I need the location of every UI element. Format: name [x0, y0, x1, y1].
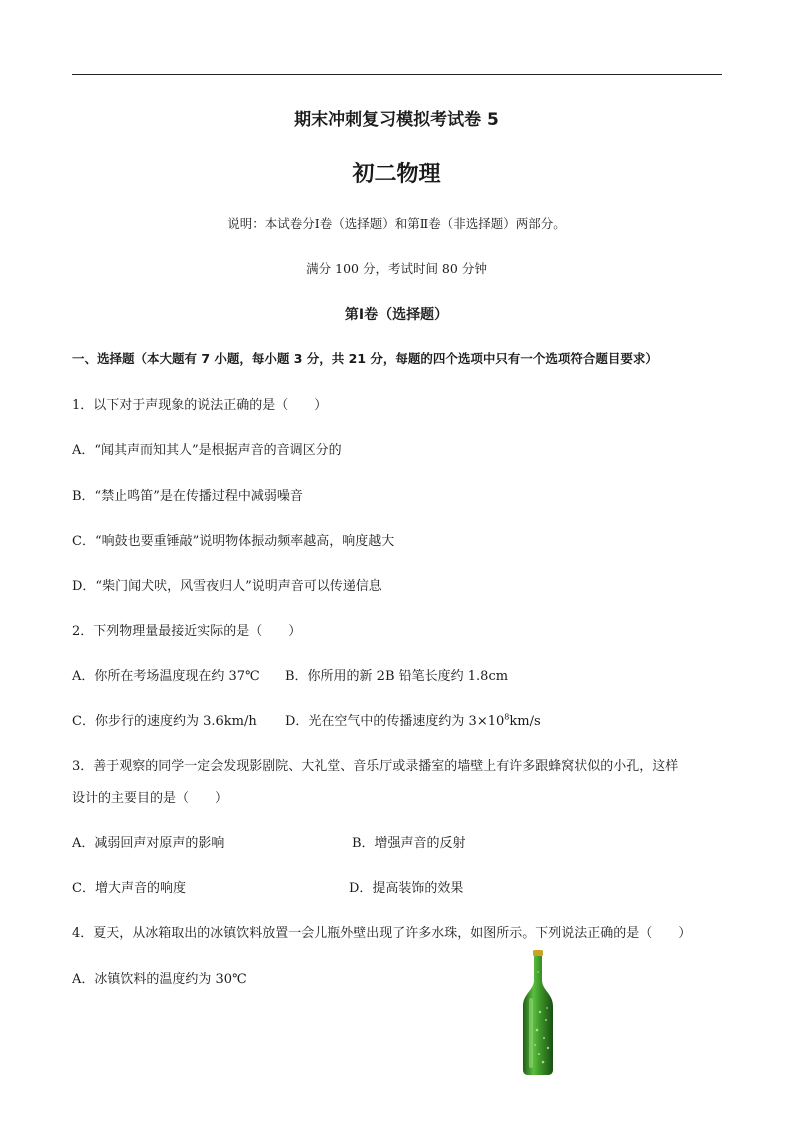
question-3-stem-line-2: 设计的主要目的是（ ） — [72, 791, 229, 806]
question-4-stem: 4．夏天，从冰箱取出的冰镇饮料放置一会儿瓶外壁出现了许多水珠，如图所示。下列说法正确的是（ ） — [72, 926, 692, 941]
question-3-stem-line-1: 3．善于观察的同学一定会发现影剧院、大礼堂、音乐厅或录播室的墙壁上有许多跟蜂窝状似的小孔，这样 — [72, 759, 679, 774]
part-title: 第Ⅰ卷（选择题） — [344, 307, 449, 323]
question-3-option-b: B．增强声音的反射 — [352, 836, 466, 851]
question-1-stem: 1．以下对于声现象的说法正确的是（ ） — [72, 398, 328, 413]
question-2-option-d-text: D．光在空气中的传播速度约为 3×10 — [285, 714, 505, 729]
question-2-option-b: B．你所用的新 2B 铅笔长度约 1.8cm — [285, 669, 509, 684]
exam-note-score-time: 满分 100 分，考试时间 80 分钟 — [306, 261, 487, 276]
header-rule — [72, 74, 722, 75]
question-4-option-a: A．冰镇饮料的温度约为 30℃ — [72, 972, 247, 987]
question-2-option-d — [285, 710, 541, 729]
question-2-option-a: A．你所在考场温度现在约 37℃ — [72, 669, 260, 684]
question-2-option-c: C．你步行的速度约为 3.6km/h — [72, 714, 257, 729]
question-2-stem: 2．下列物理量最接近实际的是（ ） — [72, 624, 302, 639]
exam-note-structure: 说明：本试卷分Ⅰ卷（选择题）和第Ⅱ卷（非选择题）两部分。 — [227, 216, 566, 231]
question-2-option-d-unit: km/s — [509, 714, 541, 729]
question-3-option-a: A．减弱回声对原声的影响 — [72, 836, 225, 851]
section-heading: 一、选择题（本大题有 7 小题，每小题 3 分，共 21 分，每题的四个选项中只有一个选项符合题目要求） — [72, 351, 658, 366]
question-1-option-d: D．“柴门闻犬吠，风雪夜归人”说明声音可以传递信息 — [72, 579, 382, 594]
question-1-option-b: B．“禁止鸣笛”是在传播过程中减弱噪音 — [72, 489, 303, 504]
exam-title: 期末冲刺复习模拟考试卷 5 — [294, 110, 499, 130]
question-3-option-d: D．提高装饰的效果 — [349, 881, 464, 896]
question-3-option-c: C．增大声音的响度 — [72, 881, 186, 896]
question-2-option-d-exponent: 8 — [504, 712, 510, 722]
subject-title: 初二物理 — [352, 162, 441, 187]
question-1-option-c: C．“响鼓也要重锤敲”说明物体振动频率越高，响度越大 — [72, 534, 395, 549]
green-bottle-image — [520, 950, 556, 1076]
question-1-option-a: A．“闻其声而知其人”是根据声音的音调区分的 — [72, 443, 342, 458]
